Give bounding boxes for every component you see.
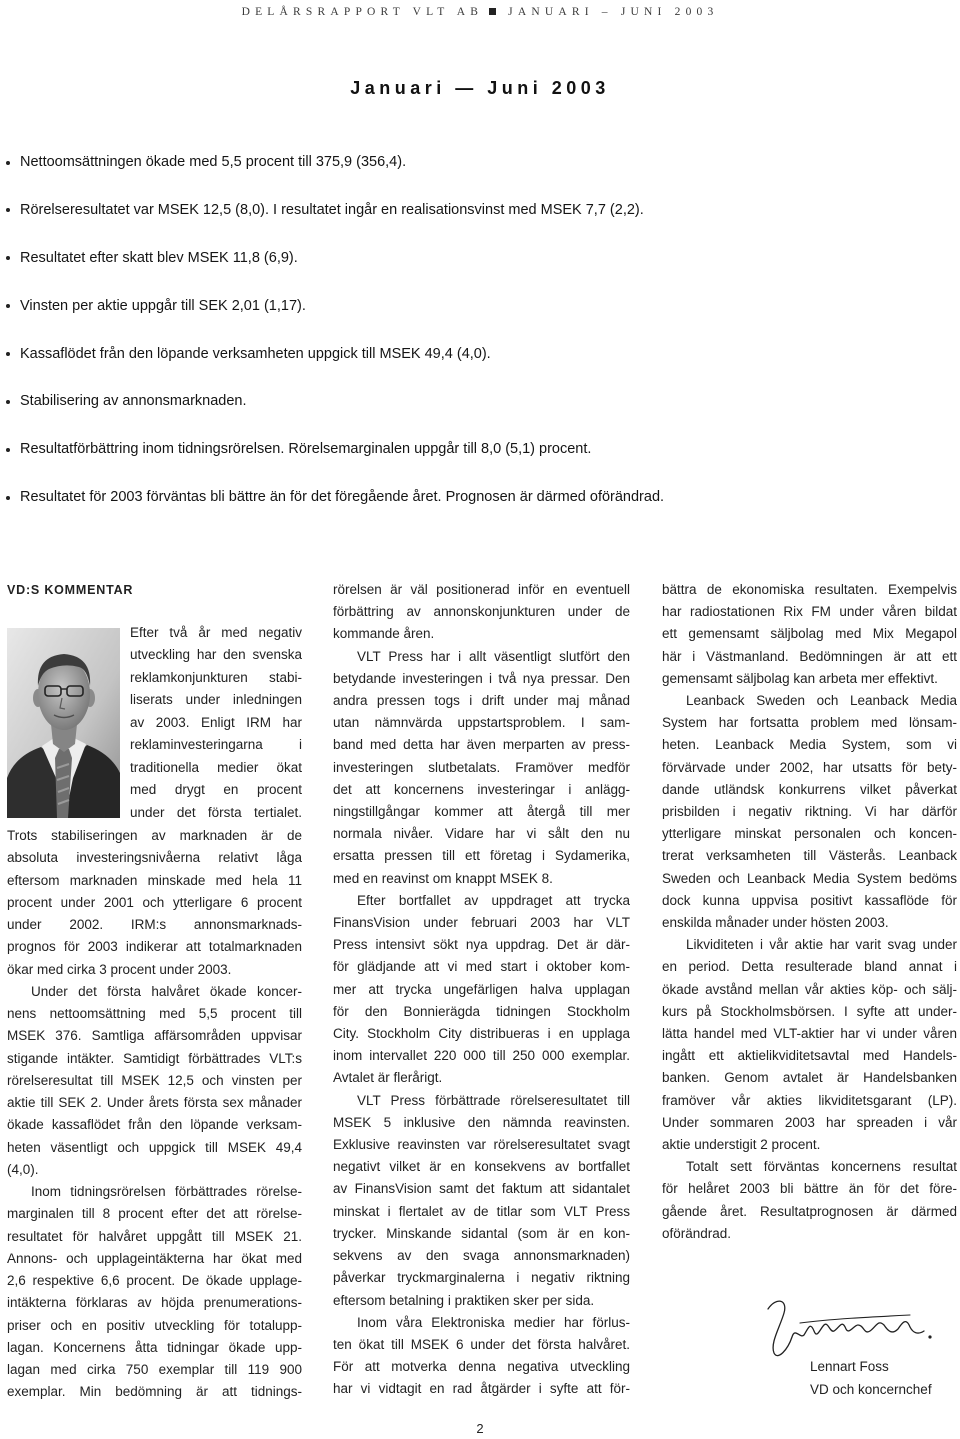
text-line: har vi vidtagit en rad åtgärder i syfte att för- — [333, 1381, 630, 1397]
text-line: Press intensivt sökt nya uppdrag. Det är där- — [333, 937, 630, 953]
text-line: Inom våra Elektroniska medier har förlus- — [357, 1314, 630, 1330]
text-line: dande utländsk konkurrens vilket påverkat — [662, 781, 957, 797]
text-column-3 — [662, 579, 957, 1245]
text-line: eftersom marknaden minskade med hela 11 — [7, 872, 302, 888]
paragraph — [7, 825, 302, 981]
text-line: för helåret 2003 bli bättre än för det före- — [662, 1181, 957, 1197]
list-item — [0, 200, 940, 248]
text-line: Under det första halvåret ökade koncer- — [31, 983, 302, 999]
text-line: för glädjande att vi med start i oktober kom- — [333, 959, 630, 975]
text-line: aktie understigit 2 procent. — [662, 1137, 821, 1153]
running-header-left: DELÅRSRAPPORT VLT AB — [241, 6, 484, 18]
highlight-text: Resultatet efter skatt blev MSEK 11,8 (6,9). — [20, 249, 298, 266]
text-line: lagan med cirka 750 exemplar till 119 900 — [7, 1362, 302, 1377]
text-line: eftersom betalning i praktiken sker per sida. — [333, 1292, 595, 1308]
bullet-icon — [6, 448, 10, 452]
text-line: ersatta pressen till ett företag i Sydamerika, — [333, 848, 630, 864]
photo-side-text — [130, 622, 302, 824]
text-line: nens nettoomsättning med 5,5 procent till — [7, 1006, 302, 1021]
text-line: heten väsentligt och uppgick till MSEK 49,4 — [7, 1139, 302, 1155]
text-line: inom intervallet 220 000 till 250 000 exemplar. — [333, 1048, 630, 1064]
text-line: VLT Press har i allt väsentligt slutfört den — [357, 648, 630, 664]
paragraph — [662, 690, 957, 934]
list-item — [0, 439, 940, 487]
text-line: Trots stabiliseringen av marknaden är de — [7, 828, 302, 843]
text-line: gående året. Resultatprognosen är därmed — [662, 1203, 957, 1219]
bullet-icon — [6, 352, 10, 356]
text-line: framöver vår akties likviditetsgarant (LP). — [662, 1092, 957, 1108]
highlight-text: Resultatet för 2003 förväntas bli bättre än för det föregående året. Prognosen är därmed oförändrad. — [20, 489, 665, 506]
paragraph — [662, 579, 957, 690]
text-line: utan nämnvärda uppstartsproblem. I sam- — [333, 715, 630, 731]
separator-square-icon — [489, 8, 496, 15]
text-line: påverkar tryckmarginalerna i negativ riktning — [333, 1270, 630, 1286]
list-item — [0, 152, 940, 200]
text-line: traditionella medier ökat — [130, 759, 302, 775]
text-line: Likviditeten i vår aktie har varit svag under — [686, 937, 957, 953]
text-line: under 2002. IRM:s annonsmarknads- — [7, 917, 302, 932]
highlight-text: Rörelseresultatet var MSEK 12,5 (8,0). I resultatet ingår en realisationsvinst med MSEK 7,7 (2,2). — [20, 201, 644, 218]
text-line: heten. Leanback Media System, som vi — [662, 737, 957, 753]
running-header — [0, 5, 960, 19]
bullet-icon — [6, 256, 10, 260]
text-line: kurs på Stockholmsbörsen. I syfte att under- — [662, 1003, 957, 1019]
text-line: negativt vilket är en konsekvens av bortfallet — [333, 1159, 630, 1175]
text-line: Leanback Sweden och Leanback Media — [686, 693, 957, 709]
list-item — [0, 487, 940, 535]
list-item — [0, 391, 940, 439]
text-line: med drygt en procent — [130, 782, 302, 798]
text-line: VLT Press förbättrade rörelseresultatet till — [357, 1092, 630, 1108]
highlight-text: Resultatförbättring inom tidningsrörelsen. Rörelsemarginalen uppgår till 8,0 (5,1) procent. — [20, 441, 592, 458]
text-line: en period. Detta resulterade bland annat i — [662, 959, 957, 975]
text-line: andra pressen togs i drift under maj månad — [333, 693, 630, 709]
text-line: Inom tidningsrörelsen förbättrades rörelse- — [31, 1184, 302, 1199]
text-line: reklaminvesteringarna i — [130, 737, 302, 753]
text-line: rörelseresultat till MSEK 12,5 och vinsten per — [7, 1072, 302, 1088]
list-item — [0, 248, 940, 296]
text-line: (4,0). — [7, 1161, 39, 1177]
text-line: Totalt sett förväntas koncernens resultat — [686, 1159, 957, 1175]
bullet-icon — [6, 400, 10, 404]
paragraph — [7, 1181, 302, 1404]
text-line: MSEK 376. Samtliga affärsområden uppvisar — [7, 1028, 302, 1044]
text-line: för den Bonnierägda tidningen Stockholm — [333, 1003, 630, 1019]
signatory-name: Lennart Foss — [810, 1359, 889, 1374]
text-column-1 — [7, 825, 302, 1404]
text-line: Annons- och upplageintäkterna har ökat med — [7, 1250, 302, 1266]
text-line: med en reavinst om knappt MSEK 8. — [333, 870, 553, 886]
text-line: har radiostationen Rix FM under våren bildat — [662, 604, 957, 620]
text-line: resultatet för halvåret uppgått till MSEK 21. — [7, 1228, 302, 1244]
text-line: förbättring av annonskonjunkturen under de — [333, 604, 630, 620]
signatory-role: VD och koncernchef — [810, 1382, 932, 1397]
text-line: ökar med cirka 3 procent under 2003. — [7, 961, 232, 977]
text-line: ingått ett aktielikviditetsavtal med Handels- — [662, 1048, 957, 1064]
text-line: rörelsen är väl positionerad inför en eventuell — [333, 582, 630, 597]
page-number: 2 — [476, 1421, 484, 1436]
text-line: absoluta investeringsnivåerna relativt låga — [7, 850, 302, 866]
text-line: dock kunna uppvisa positivt kassaflöde för — [662, 892, 957, 908]
text-line: Sweden och Leanback Media System bedöms — [662, 870, 957, 886]
text-line: ten ökat till MSEK 6 under det första halvåret. — [333, 1336, 630, 1352]
text-line: liserats under inledningen — [130, 692, 302, 708]
bullet-icon — [6, 161, 10, 165]
text-line: 2,6 respektive 6,6 procent. De ökade upplage- — [7, 1273, 302, 1288]
list-item — [0, 296, 940, 344]
text-line: För att motverka denna negativa utveckling — [333, 1359, 630, 1375]
text-line: bättra de ekonomiska resultaten. Exempelvis — [662, 582, 957, 597]
highlight-text: Stabilisering av annonsmarknaden. — [20, 393, 247, 410]
text-line: aktie till SEK 2. Under årets första sex månader — [7, 1095, 302, 1110]
text-line: lätta handel med VLT-aktier har vi under våren — [662, 1026, 957, 1042]
text-line: minskat i flertalet av de titlar som VLT Press — [333, 1203, 630, 1219]
highlights-list — [0, 152, 940, 535]
text-line: gemensamt säljbolag kan arbeta mer effektivt. — [662, 670, 938, 686]
text-line: Avtalet är flerårigt. — [333, 1070, 443, 1086]
text-line: Efter två år med negativ — [130, 625, 302, 640]
text-line: intäkterna förklaras av höjda prenumerations- — [7, 1295, 302, 1311]
text-line: Exklusive reavinsten var rörelseresultatet svagt — [333, 1137, 630, 1153]
text-line: det att koncernens investeringar i anlägg- — [333, 781, 630, 797]
text-line: förvärvade under 2002, har utsatts för bety- — [662, 759, 957, 775]
text-line: ningstillgångar kommer att återgå till mer — [333, 804, 630, 820]
text-line: band med detta har även merparten av press- — [333, 737, 630, 753]
section-heading: VD:S KOMMENTAR — [7, 583, 134, 597]
highlight-text: Vinsten per aktie uppgår till SEK 2,01 (1,17). — [20, 297, 306, 314]
text-line: trycker. Minskande sidantal (som är en kon- — [333, 1225, 630, 1241]
ceo-portrait-photo — [7, 628, 120, 818]
text-line: av FinansVision samt det faktum att sidantalet — [333, 1181, 630, 1197]
paragraph — [333, 646, 630, 890]
text-line: utveckling har den svenska — [130, 647, 302, 663]
text-line: enskilda månader under hösten 2003. — [662, 915, 889, 931]
text-line: av 2003. Enligt IRM har — [130, 714, 302, 730]
highlight-text: Kassaflödet från den löpande verksamheten uppgick till MSEK 49,4 (4,0). — [20, 345, 491, 362]
list-item — [0, 344, 940, 392]
text-line: marginalen till 8 procent efter det att rörelse- — [7, 1206, 302, 1222]
text-line: prognos för 2003 indikerar att totalmarknaden — [7, 939, 302, 955]
text-line: Efter bortfallet av uppdraget att trycka — [357, 892, 630, 908]
text-line: FinansVision under februari 2003 har VLT — [333, 915, 630, 931]
paragraph — [662, 934, 957, 1156]
paragraph — [333, 890, 630, 1090]
bullet-icon — [6, 208, 10, 212]
paragraph — [333, 1090, 630, 1312]
text-line: priser och en positiv utveckling för totalupp- — [7, 1317, 302, 1333]
text-line: stigande intäkter. Samtidigt förbättrades VLT:s — [7, 1050, 302, 1066]
signature-image — [760, 1293, 935, 1361]
text-line: kommande åren. — [333, 626, 435, 642]
text-line: prisbilden i negativ riktning. Vi har därför — [662, 804, 957, 820]
text-line: ett gemensamt säljbolag med Mix Megapol — [662, 626, 957, 642]
text-line: ökade avstånd mellan vår akties köp- och sälj- — [662, 981, 957, 997]
text-line: lagan. Koncernens åtta tidningar ökade upp- — [7, 1339, 302, 1355]
text-line: reklamkonjunkturen stabi- — [130, 669, 302, 685]
page-title: Januari — Juni 2003 — [350, 78, 610, 98]
text-line: här i Västmanland. Bedömningen är att ett — [662, 648, 957, 664]
bullet-icon — [6, 304, 10, 308]
text-line: banken. Genom avtalet är Handelsbanken — [662, 1070, 957, 1086]
paragraph — [333, 1312, 630, 1401]
text-line: sekvens av den svaga annonsmarknaden) — [333, 1248, 630, 1264]
running-header-right: JANUARI – JUNI 2003 — [508, 6, 719, 18]
text-line: trerat verksamheten till Västerås. Leanback — [662, 848, 957, 864]
text-line: ytterligare minskat personalen och koncen- — [662, 826, 957, 842]
paragraph — [7, 981, 302, 1181]
text-line: normala nivåer. Vidare har vi sålt den nu — [333, 826, 630, 842]
text-line: betydande investeringen i två nya pressar. Den — [333, 670, 630, 686]
paragraph — [333, 579, 630, 646]
text-line: ökade kassaflödet från den löpande verksam- — [7, 1117, 302, 1133]
text-line: exemplar. Min bedömning är att tidnings- — [7, 1384, 302, 1400]
bullet-icon — [6, 496, 10, 500]
text-line: mer att trycka ungefärligen halva upplagan — [333, 981, 630, 997]
text-line: under det första tertialet. — [130, 804, 302, 820]
text-line: System har fortsatta problem med lönsam- — [662, 715, 957, 731]
text-line: MSEK 5 inklusive den nämnda reavinsten. — [333, 1114, 630, 1130]
highlight-text: Nettoomsättningen ökade med 5,5 procent till 375,9 (356,4). — [20, 154, 407, 170]
text-line: oförändrad. — [662, 1225, 732, 1241]
text-line: procent under 2001 och ytterligare 6 procent — [7, 894, 302, 910]
text-line: City. Stockholm City distribueras i en upplaga — [333, 1026, 630, 1042]
text-line: Under sommaren 2003 har spreaden i vår — [662, 1114, 957, 1130]
text-column-2 — [333, 579, 630, 1401]
text-line: investeringen slutbetalats. Framöver medför — [333, 759, 630, 775]
paragraph — [662, 1156, 957, 1245]
